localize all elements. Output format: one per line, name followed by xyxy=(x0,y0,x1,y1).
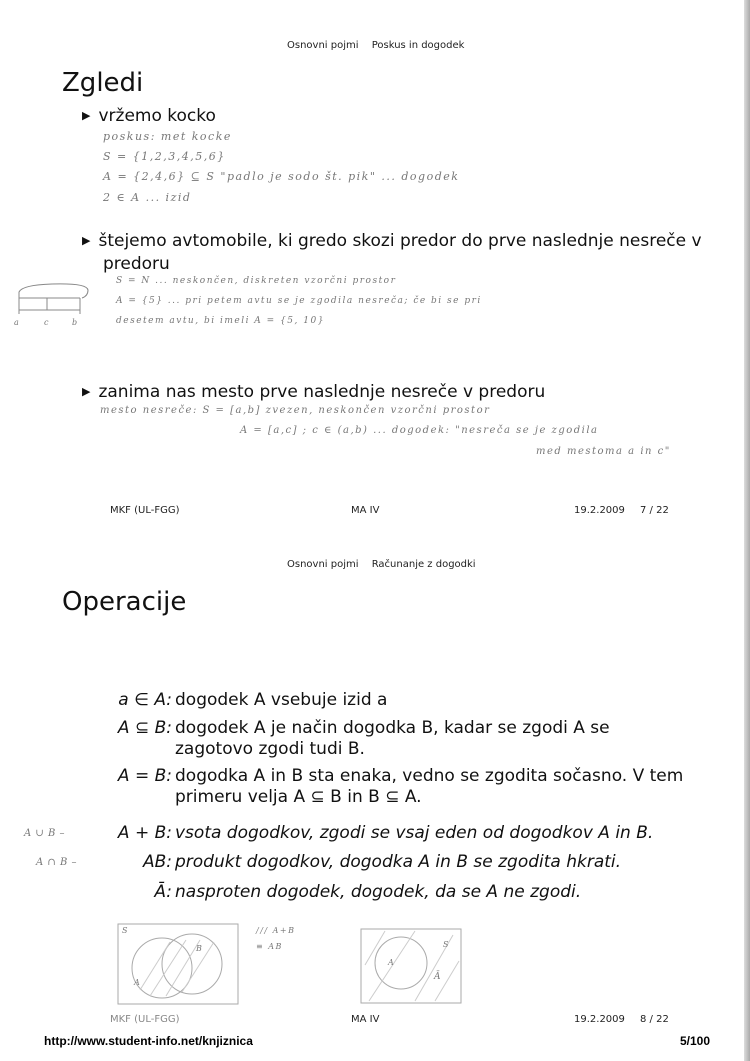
bullet-icon: ▶ xyxy=(82,109,91,122)
def-desc-cont: zagotovo zgodi tudi B. xyxy=(175,739,365,759)
bullet-3: ▶ zanima nas mesto prve naslednje nesreče v predoru xyxy=(82,382,546,402)
note: S = N ... neskončen, diskreten vzorčni prostor xyxy=(116,276,397,286)
venn-sketch-complement xyxy=(355,925,467,1007)
slide1-title: Zgledi xyxy=(62,68,144,98)
def-desc: vsota dogodkov, zgodi se vsaj eden od dogodkov A in B. xyxy=(175,823,654,843)
slide1-header xyxy=(287,40,464,51)
def-term: A = B: xyxy=(117,766,172,786)
watermark-link[interactable]: http://www.student-info.net/knjiznica xyxy=(44,1034,253,1048)
def-term: a ∈ A: xyxy=(118,690,172,710)
legend-union: /// A+B xyxy=(256,926,296,935)
note: A ∩ B – xyxy=(36,857,77,868)
bullet-2-cont: predoru xyxy=(103,254,170,274)
scan-edge xyxy=(744,0,750,1061)
sketch-label-c: c xyxy=(44,318,50,327)
def-term: AB: xyxy=(142,852,172,872)
note: desetem avtu, bi imeli A = {5, 10} xyxy=(116,316,325,326)
legend-product: ≡ AB xyxy=(256,942,283,951)
diagram-label-a: A xyxy=(134,978,142,987)
bullet-1: ▶ vržemo kocko xyxy=(82,106,216,126)
diagram-label-s: S xyxy=(122,926,129,935)
def-term: Ā: xyxy=(154,882,172,902)
slide2-title: Operacije xyxy=(62,587,187,617)
note: A = {5} ... pri petem avtu se je zgodila nesreča; če bi se pri xyxy=(116,296,482,306)
def-desc: dogodek A je način dogodka B, kadar se zgodi A se xyxy=(175,718,610,738)
note: S = {1,2,3,4,5,6} xyxy=(103,150,226,163)
footer-page: 7 / 22 xyxy=(640,505,669,516)
sketch-label-b: b xyxy=(72,318,79,327)
def-desc: dogodek A vsebuje izid a xyxy=(175,690,388,710)
diagram-label-a: A xyxy=(388,958,396,967)
bullet-icon: ▶ xyxy=(82,385,91,398)
header-section: Osnovni pojmi xyxy=(287,559,359,570)
diagram-label-s: S xyxy=(443,940,450,949)
header-subsection: Poskus in dogodek xyxy=(371,40,465,51)
footer-date: 19.2.2009 xyxy=(574,505,625,516)
footer-left: MKF (UL-FGG) xyxy=(110,505,180,516)
bullet-icon: ▶ xyxy=(82,234,91,247)
footer-date: 19.2.2009 xyxy=(574,1014,625,1025)
header-section: Osnovni pojmi xyxy=(287,40,359,51)
diagram-label-abar: Ā xyxy=(434,972,442,982)
def-term: A + B: xyxy=(117,823,172,843)
note: A = [a,c] ; c ∈ (a,b) ... dogodek: "nesreča se je zgodila xyxy=(240,425,599,436)
footer-center: MA IV xyxy=(351,505,380,516)
note: 2 ∈ A ... izid xyxy=(103,191,192,204)
def-desc-cont: primeru velja A ⊆ B in B ⊆ A. xyxy=(175,787,422,807)
tunnel-sketch xyxy=(12,280,92,325)
def-desc: dogodka A in B sta enaka, vedno se zgodita sočasno. V tem xyxy=(175,766,684,786)
footer-left: MKF (UL-FGG) xyxy=(110,1014,180,1025)
footer-page: 8 / 22 xyxy=(640,1014,669,1025)
footer-center: MA IV xyxy=(351,1014,380,1025)
note: poskus: met kocke xyxy=(103,130,232,143)
slide2-header xyxy=(287,559,476,570)
bullet-2: ▶ štejemo avtomobile, ki gredo skozi predor do prve naslednje nesreče v xyxy=(82,231,702,251)
note: A = {2,4,6} ⊆ S "padlo je sodo št. pik" ... dogodek xyxy=(103,170,460,183)
venn-sketch-union xyxy=(110,920,250,1010)
header-subsection: Računanje z dogodki xyxy=(371,559,476,570)
watermark-page: 5/100 xyxy=(680,1034,711,1048)
def-term: A ⊆ B: xyxy=(117,718,172,738)
sketch-label-a: a xyxy=(14,318,21,327)
note: mesto nesreče: S = [a,b] zvezen, neskončen vzorčni prostor xyxy=(100,405,491,416)
note: A ∪ B – xyxy=(24,828,65,839)
diagram-label-b: B xyxy=(196,944,204,953)
note: med mestoma a in c" xyxy=(536,446,671,457)
def-desc: produkt dogodkov, dogodka A in B se zgodita hkrati. xyxy=(175,852,622,872)
def-desc: nasproten dogodek, dogodek, da se A ne zgodi. xyxy=(175,882,582,902)
